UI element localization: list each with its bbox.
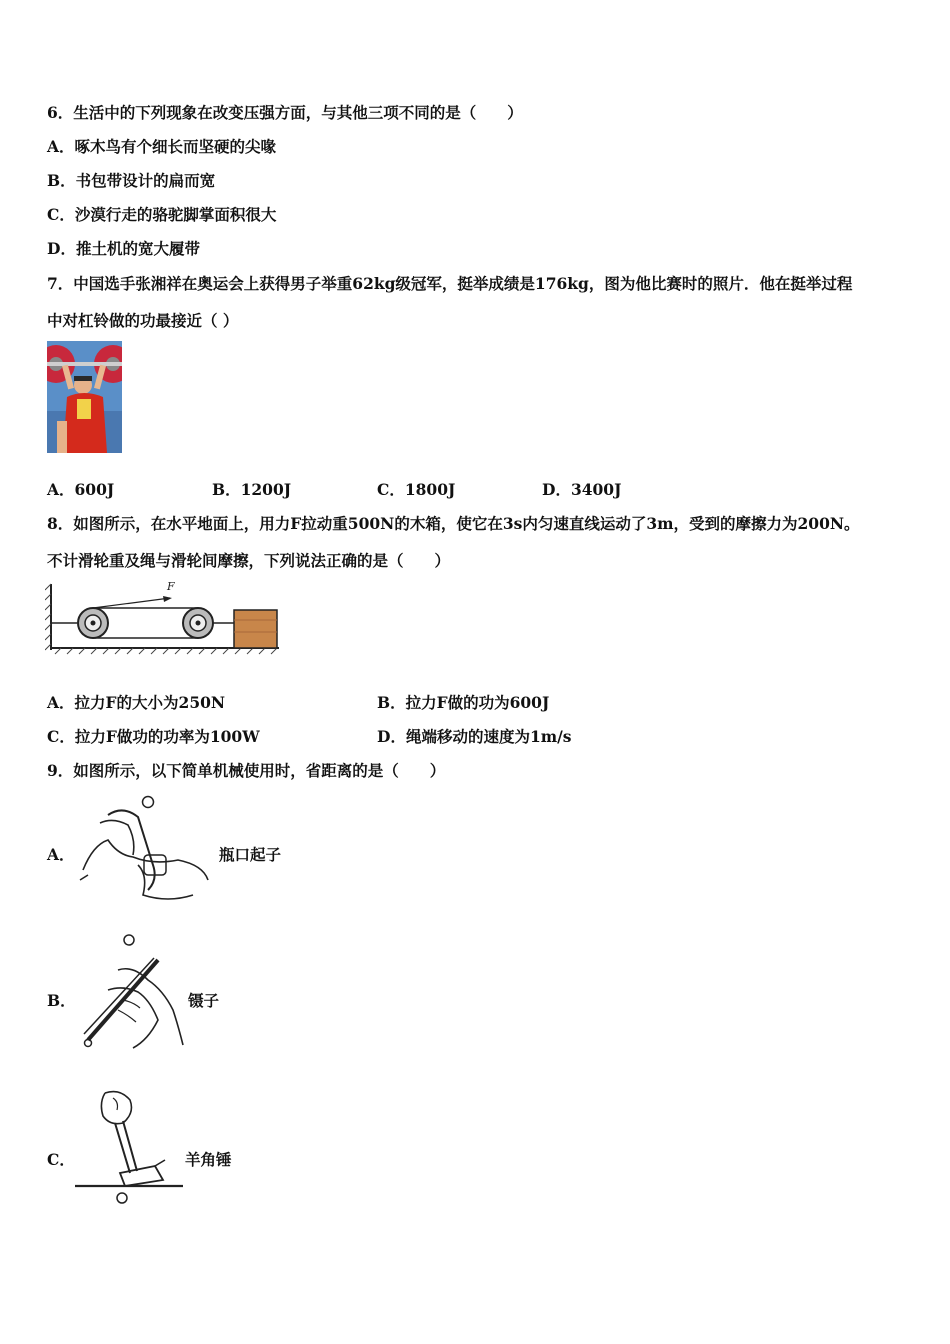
- q8-option-a: A．拉力F的大小为250N: [47, 693, 226, 712]
- q7-option-a: A．600J: [47, 480, 115, 499]
- pulley-diagram: [45, 578, 285, 658]
- force-label-f: F: [167, 580, 175, 593]
- q9-option-c-letter: C．: [47, 1150, 75, 1169]
- q6-option-c: C．沙漠行走的骆驼脚掌面积很大: [47, 205, 277, 224]
- weightlifter-photo: [47, 341, 122, 453]
- q9-option-a-label: 瓶口起子: [219, 845, 282, 864]
- claw-hammer-figure: [75, 1088, 185, 1208]
- q7-stem-line2: 中对杠铃做的功最接近（ ）: [47, 311, 239, 330]
- q9-stem: 9．如图所示，以下简单机械使用时，省距离的是（ ）: [47, 761, 446, 780]
- q6-option-b: B．书包带设计的扁而宽: [47, 171, 216, 190]
- q8-option-c: C．拉力F做功的功率为100W: [47, 727, 260, 746]
- tweezers-figure: [78, 930, 188, 1050]
- q7-stem-line1: 7．中国选手张湘祥在奥运会上获得男子举重62kg级冠军，挺举成绩是176kg，图为他比赛时的照片．他在挺举过程: [47, 274, 853, 293]
- q8-option-b: B．拉力F做的功为600J: [377, 693, 550, 712]
- q9-option-b-label: 镊子: [188, 991, 220, 1010]
- q9-option-b-letter: B．: [47, 991, 76, 1010]
- q6-option-d: D．推土机的宽大履带: [47, 239, 200, 258]
- q6-option-a: A．啄木鸟有个细长而坚硬的尖喙: [47, 137, 277, 156]
- q9-option-a-letter: A．: [47, 845, 75, 864]
- q7-option-c: C．1800J: [377, 480, 456, 499]
- q8-option-d: D．绳端移动的速度为1m/s: [377, 727, 572, 746]
- q6-stem: 6．生活中的下列现象在改变压强方面，与其他三项不同的是（ ）: [47, 103, 523, 122]
- q8-stem-line1: 8．如图所示，在水平地面上，用力F拉动重500N的木箱，使它在3s内匀速直线运动了3m，受到的摩擦力为200N。: [47, 514, 860, 533]
- q8-stem-line2: 不计滑轮重及绳与滑轮间摩擦，下列说法正确的是（ ）: [47, 551, 451, 570]
- q7-option-d: D．3400J: [542, 480, 622, 499]
- q9-option-c-label: 羊角锤: [185, 1150, 232, 1169]
- bottle-opener-figure: [78, 795, 213, 905]
- q7-option-b: B．1200J: [212, 480, 292, 499]
